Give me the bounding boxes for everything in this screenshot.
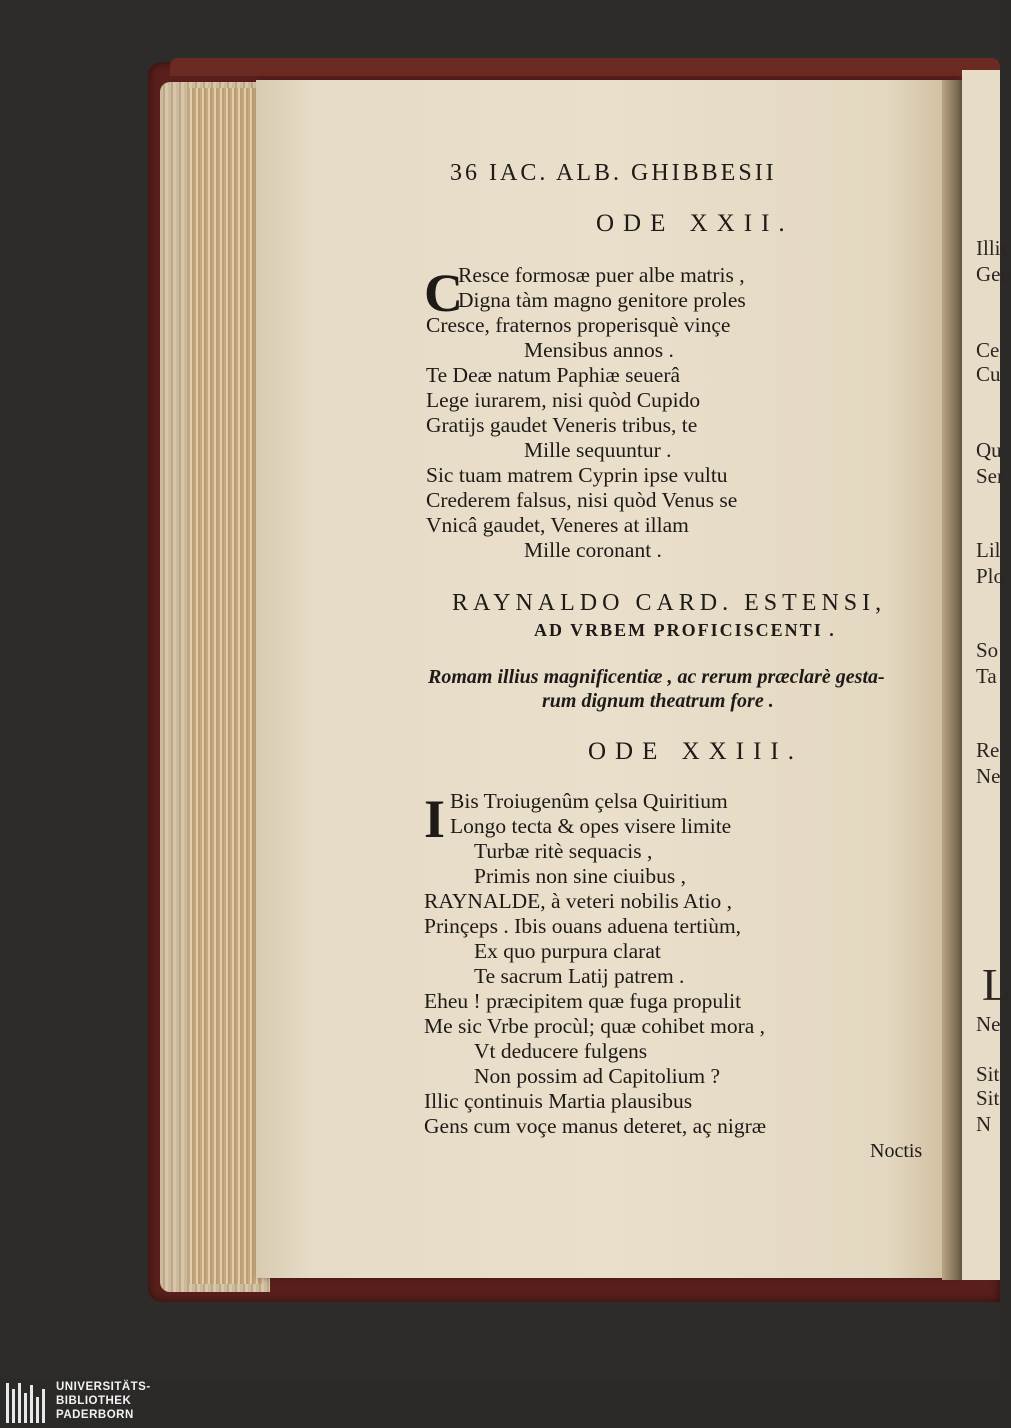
- dedication-argument: Romam illius magnificentiæ , ac rerum præclarè gesta-: [428, 666, 885, 688]
- dedication-heading: RAYNALDO CARD. ESTENSI,: [452, 590, 887, 616]
- right-page-word: Qu: [976, 438, 1002, 462]
- ode-23-line: Me sic Vrbe procùl; quæ cohibet mora ,: [424, 1014, 766, 1038]
- right-page-fragment: [962, 70, 1011, 1280]
- ode-23-line: Prinçeps . Ibis ouans aduena tertiùm,: [424, 914, 742, 938]
- ode-22-line: Mensibus annos .: [524, 338, 674, 362]
- ode-23-line: Turbæ ritè sequacis ,: [474, 839, 653, 863]
- ode-23-line: Primis non sine ciuibus ,: [474, 864, 687, 888]
- library-logo-icon: [4, 1381, 50, 1425]
- right-page-word: Sit: [976, 1086, 1000, 1110]
- catchword: Noctis: [870, 1140, 923, 1162]
- ode-23-line: Bis Troiugenûm çelsa Quiritium: [450, 789, 728, 813]
- right-page-word: Re: [976, 738, 1000, 762]
- dedication-subheading: AD VRBEM PROFICISCENTI .: [534, 620, 836, 640]
- ode-22-line: Mille sequuntur .: [524, 438, 672, 462]
- ode-23-line: Vt deducere fulgens: [474, 1039, 648, 1063]
- library-logo-line: BIBLIOTHEK: [56, 1395, 132, 1407]
- right-page-word: Plo: [976, 564, 1005, 588]
- ode-22-dropcap: C: [424, 263, 463, 323]
- ode-23-line: Longo tecta & opes visere limite: [450, 814, 732, 838]
- book-cover-top: [170, 58, 1000, 76]
- page-edges: [188, 88, 262, 1284]
- right-page-word: N: [976, 1112, 992, 1136]
- ode-22-line: Digna tàm magno genitore proles: [458, 288, 746, 312]
- ode-23-line: Ex quo purpura clarat: [474, 939, 661, 963]
- ode-22-line: Te Deæ natum Paphiæ seuerâ: [426, 363, 681, 387]
- library-logo-line: UNIVERSITÄTS-: [56, 1381, 151, 1393]
- ode-22-line: Resce formosæ puer albe matris ,: [458, 263, 745, 287]
- ode-23-line: Gens cum voçe manus deteret, aç nigræ: [424, 1114, 767, 1138]
- ode-23-line: Illic çontinuis Martia plausibus: [424, 1089, 693, 1113]
- ode-23-line: Te sacrum Latij patrem .: [474, 964, 685, 988]
- ode-22-line: Cresce, fraternos properisquè vinçe: [426, 313, 731, 337]
- ode-23-line: Eheu ! præcipitem quæ fuga propulit: [424, 989, 742, 1013]
- ode-22-line: Mille coronant .: [524, 538, 662, 562]
- right-page-initial: L: [982, 959, 1011, 1010]
- ode-22-title: ODE XXII.: [596, 210, 794, 237]
- right-page-word: Sit: [976, 1062, 1000, 1086]
- library-logo-line: PADERBORN: [56, 1409, 134, 1421]
- right-page-word: Lil: [976, 538, 1001, 562]
- ode-22-line: Lege iurarem, nisi quòd Cupido: [426, 388, 701, 412]
- library-logo-text: [56, 1380, 151, 1422]
- right-page-word: Ne: [976, 764, 1001, 788]
- ode-23-line: Non possim ad Capitolium ?: [474, 1064, 721, 1088]
- ode-22-line: Crederem falsus, nisi quòd Venus se: [426, 488, 738, 512]
- right-page-word: So: [976, 638, 999, 662]
- right-page-word: Illic: [976, 236, 1010, 260]
- ode-22-line: Vnicâ gaudet, Veneres at illam: [426, 513, 689, 537]
- ode-22-line: Gratijs gaudet Veneris tribus, te: [426, 413, 698, 437]
- right-page-word: Gen: [976, 262, 1011, 286]
- ode-23-dropcap: I: [424, 789, 446, 849]
- running-head: 36 IAC. ALB. GHIBBESII: [450, 160, 777, 186]
- right-page-word: Ser: [976, 464, 1004, 488]
- right-page-word: Ce: [976, 338, 1000, 362]
- right-page-word: Cu: [976, 362, 1001, 386]
- ode-23-title: ODE XXIII.: [588, 738, 803, 765]
- ode-22-line: Sic tuam matrem Cyprin ipse vultu: [426, 463, 728, 487]
- right-page-word: Ta: [976, 664, 997, 688]
- right-page-word: Ne: [976, 1012, 1001, 1036]
- dedication-argument: rum dignum theatrum fore .: [542, 690, 774, 712]
- ode-23-line: RAYNALDE, à veteri nobilis Atio ,: [424, 889, 732, 913]
